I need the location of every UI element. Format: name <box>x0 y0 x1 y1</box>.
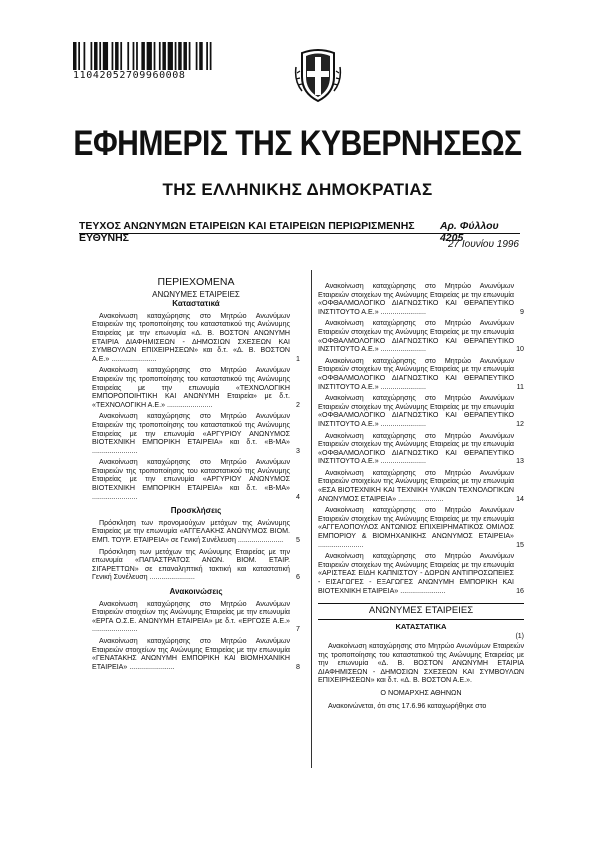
contents-entry: Ανακοίνωση καταχώρησης στο Μητρώο Ανωνύμων Εταιρειών της τροποποίησης του καταστατικού της Ανώνυμης Εταιρείας με την επωνυμία «ΑΡΓΥΡΙΟΥ ΑΝΩΝΥΜΟΣ ΒΙΟΤΕΧΝΙΚΗ ΕΜΠΟΡΙΚΗ ΕΤΑΙΡΕΙΑ» και δ.τ. «Β-ΜΑ» ....................... 4 <box>92 458 300 501</box>
barcode-bar <box>147 42 152 70</box>
barcode-bar <box>115 42 119 70</box>
right-column <box>318 282 524 713</box>
barcode-bar <box>159 42 161 70</box>
contents-entry: Ανακοίνωση καταχώρησης στο Μητρώο Ανωνύμων Εταιρειών στοιχείων της Ανώνυμης Εταιρείας με την επωνυμία «ΟΦΘΑΛΜΟΛΟΓΙΚΟ ΔΙΑΓΝΩΣΤΙΚΟ ΚΑΙ ΘΕΡΑΠΕΥΤΙΚΟ ΙΝΣΤΙΤΟΥΤΟ Α.Ε.» ....................... 12 <box>318 394 524 428</box>
subsection-heading: Ανακοινώσεις <box>169 587 223 596</box>
item-number: (1) <box>515 633 524 641</box>
sheet-number: Αρ. Φύλλου 4205 <box>439 220 499 244</box>
greek-coat-of-arms-icon <box>294 47 342 103</box>
barcode-bar <box>189 42 191 70</box>
contents-entry: Ανακοίνωση καταχώρησης στο Μητρώο Ανωνύμων Εταιρειών στοιχείων της Ανώνυμης Εταιρείας με την επωνυμία «ΓΕΝΑΤΑΚΗΣ ΑΝΩΝΥΜΗ ΕΜΠΟΡΙΚΗ ΚΑΙ ΒΙΟΜΗΧΑΝΙΚΗ ΕΤΑΙΡΕΙΑ» ....................... 8 <box>92 636 300 671</box>
contents-entry: Πρόσκληση των μετόχων της Ανώνυμης Εταιρείας με την επωνυμία «ΠΑΠΑΣΤΡΑΤΟΣ ΑΝΩΝ. ΒΙΟΜ. ΕΤΑΙΡ. ΣΙΓΑΡΕΤΤΩΝ» σε επαναληπτική τακτική και καταστατική Γενική Συνέλευση ....................... 6 <box>92 547 300 582</box>
entry-page: 1 <box>296 354 300 363</box>
contents-entry: Ανακοίνωση καταχώρησης στο Μητρώο Ανωνύμων Εταιρειών στοιχείων της Ανώνυμης Εταιρείας με την επωνυμία «ΟΦΘΑΛΜΟΛΟΓΙΚΟ ΔΙΑΓΝΩΣΤΙΚΟ ΚΑΙ ΘΕΡΑΠΕΥΤΙΚΟ ΙΝΣΤΙΤΟΥΤΟ Α.Ε.» ....................... 10 <box>318 319 524 354</box>
contents-entry: Ανακοίνωση καταχώρησης στο Μητρώο Ανωνύμων Εταιρειών στοιχείων της Ανώνυμης Εταιρείας με την επωνυμία «ΟΦΘΑΛΜΟΛΟΓΙΚΟ ΔΙΑΓΝΩΣΤΙΚΟ ΚΑΙ ΘΕΡΑΠΕΥΤΙΚΟ ΙΝΣΤΙΤΟΥΤΟ Α.Ε.» ....................... 11 <box>318 356 524 391</box>
contents-entry: Ανακοίνωση καταχώρησης στο Μητρώο Ανωνύμων Εταιρειών στοιχείων της Ανώνυμης Εταιρείας με την επωνυμία «ΕΣΑ ΒΙΟΤΕΧΝΙΚΗ ΚΑΙ ΤΕΧΝΙΚΗ ΥΛΙΚΩΝ ΤΕΧΝΟΛΟΓΙΚΩΝ ΑΝΩΝΥΜΟΣ ΕΤΑΙΡΕΙΑ» ....................... 14 <box>318 468 524 503</box>
contents-entry: Ανακοίνωση καταχώρησης στο Μητρώο Ανωνύμων Εταιρειών στοιχείων της Ανώνυμης Εταιρείας με την επωνυμία «ΑΓΓΕΛΟΠΟΥΛΟΣ ΑΝΤΩΝΙΟΣ ΕΠΙΧΕΙΡΗΜΑΤΙΚΟΣ ΟΜΙΛΟΣ ΕΜΠΟΡΙΟΥ & ΒΙΟΜΗΧΑΝΙΚΗΣ ΑΝΩΝΥΜΟΣ ΕΤΑΙΡΕΙΑ» ....................... 15 <box>318 506 524 549</box>
barcode-bar <box>78 42 80 70</box>
contents-entry: Πρόσκληση των προνομιούχων μετόχων της Ανώνυμης Εταιρείας με την επωνυμία «ΑΓΓΕΛΑΚΗΣ ΑΝΩΝΥΜΟΣ ΒΙΟΜ. ΕΜΠ. ΤΟΥΡ. ΕΤΑΙΡΕΙΑ» σε Γενική Συνέλευση ....................... 5 <box>92 518 300 545</box>
entry-page: 7 <box>296 625 300 634</box>
barcode-bar <box>103 42 108 70</box>
section-banner: ΑΝΩΝΥΜΕΣ ΕΤΑΙΡΕΙΕΣ <box>318 603 524 620</box>
prefect-heading: Ο ΝΟΜΑΡΧΗΣ ΑΘΗΝΩΝ <box>380 687 462 697</box>
body-paragraph: Ανακοινώνεται, ότι στις 17.6.96 καταχωρήθηκε στο <box>328 701 487 710</box>
barcode-bar <box>133 42 135 70</box>
barcode-bar <box>162 42 166 70</box>
column-divider <box>311 270 312 768</box>
contents-entry: Ανακοίνωση καταχώρησης στο Μητρώο Ανωνύμων Εταιρειών στοιχείων της Ανώνυμης Εταιρείας με την επωνυμία «ΕΡΓΑ Ο.Σ.Ε. ΑΝΩΝΥΜΗ ΕΤΑΙΡΕΙΑ» με δ.τ. «ΕΡΓΟΣΕ Α.Ε.» ....................... 7 <box>92 599 300 634</box>
contents-entry: Ανακοίνωση καταχώρησης στο Μητρώο Ανωνύμων Εταιρειών στοιχείων της Ανώνυμης Εταιρείας με την επωνυμία «ΟΦΘΑΛΜΟΛΟΓΙΚΟ ΔΙΑΓΝΩΣΤΙΚΟ ΚΑΙ ΘΕΡΑΠΕΥΤΙΚΟ ΙΝΣΤΙΤΟΥΤΟ Α.Ε.» ....................... 13 <box>318 431 524 466</box>
contents-entry: Ανακοίνωση καταχώρησης στο Μητρώο Ανωνύμων Εταιρειών στοιχείων της Ανώνυμης Εταιρείας με την επωνυμία «ΑΡΙΣΤΕΑΣ ΕΙΔΗ ΚΑΠΝΙΣΤΟΥ - ΔΩΡΩΝ ΑΝΤΙΠΡΟΣΩΠΕΙΕΣ - ΕΙΣΑΓΩΓΕΣ - ΕΞΑΓΩΓΕΣ ΑΝΩΝΥΜΗ ΕΜΠΟΡΙΚΗ ΚΑΙ ΒΙΟΤΕΧΝΙΚΗ ΕΤΑΙΡΕΙΑ» ....................... 16 <box>318 552 524 595</box>
barcode-bar <box>127 42 129 70</box>
contents-entry: Ανακοίνωση καταχώρησης στο Μητρώο Ανωνύμων Εταιρειών της τροποποίησης του καταστατικού της Ανώνυμης Εταιρείας με την επωνυμία «Δ. Β. ΒΟΣΤΟΝ ΑΝΩΝΥΜΗ ΕΤΑΙΡΙΑ ΔΙΑΦΗΜΙΣΕΩΝ - ΔΗΜΟΣΙΩΝ ΣΧΕΣΕΩΝ ΚΑΙ ΣΥΜΒΟΥΛΩΝ ΕΠΙΧΕΙΡΗΣΕΩΝ» και δ.τ. «Δ. Β. ΒΟΣΤΟΝ Α.Ε.» ....................... 1 <box>92 311 300 363</box>
entry-page: 10 <box>516 345 524 354</box>
entry-page: 8 <box>296 662 300 671</box>
entry-page: 6 <box>296 573 300 582</box>
header-rule <box>79 233 520 234</box>
contents-entry: Ανακοίνωση καταχώρησης στο Μητρώο Ανωνύμων Εταιρειών της τροποποίησης του καταστατικού της Ανώνυμης Εταιρείας με την επωνυμία «ΑΡΓΥΡΙΟΥ ΑΝΩΝΥΜΟΣ ΒΙΟΤΕΧΝΙΚΗ ΕΜΠΟΡΙΚΗ ΕΤΑΙΡΕΙΑ» και δ.τ. «Β-ΜΑ» ....................... 3 <box>92 412 300 455</box>
entry-page: 5 <box>296 536 300 545</box>
barcode <box>73 42 215 70</box>
entry-page: 4 <box>296 492 300 501</box>
page-subtitle: ΤΗΣ ΕΛΛΗΝΙΚΗΣ ΔΗΜΟΚΡΑΤΙΑΣ <box>162 180 433 199</box>
subsection-heading: Καταστατικά <box>172 299 220 309</box>
page-title: ΕΦΗΜΕΡΙΣ ΤΗΣ ΚΥΒΕΡΝΗΣΕΩΣ <box>73 124 522 163</box>
entry-page: 11 <box>516 382 524 391</box>
barcode-number: 11042052709960008 <box>73 70 186 81</box>
barcode-bar <box>183 42 187 70</box>
contents-entry: Ανακοίνωση καταχώρησης στο Μητρώο Ανωνύμων Εταιρειών στοιχείων της Ανώνυμης Εταιρείας με την επωνυμία «ΟΦΘΑΛΜΟΛΟΓΙΚΟ ΔΙΑΓΝΩΣΤΙΚΟ ΚΑΙ ΘΕΡΑΠΕΥΤΙΚΟ ΙΝΣΤΙΤΟΥΤΟ Α.Ε.» ....................... 9 <box>318 282 524 316</box>
issue-type: ΤΕΥΧΟΣ ΑΝΩΝΥΜΩΝ ΕΤΑΙΡΕΙΩΝ ΚΑΙ ΕΤΑΙΡΕΙΩΝ ΠΕΡΙΩΡΙΣΜΕΝΗΣ ΕΥΘΥΝΗΣ <box>79 220 415 244</box>
barcode-bar <box>154 42 156 70</box>
barcode-bar <box>99 42 101 70</box>
left-column <box>92 262 300 674</box>
barcode-bar <box>112 42 114 70</box>
barcode-bar <box>73 42 77 70</box>
barcode-bar <box>84 42 86 70</box>
contents-heading: ΠΕΡΙΕΧΟΜΕΝΑ <box>157 276 235 288</box>
issue-date: 27 Ιουνίου 1996 <box>447 239 519 250</box>
barcode-bar <box>91 42 93 70</box>
barcode-bar <box>175 42 177 70</box>
entry-page: 3 <box>296 446 300 455</box>
entry-page: 15 <box>516 540 524 549</box>
body-paragraph: Ανακοίνωση καταχώρησης στο Μητρώο Ανωνύμων Εταιρειών της τροποποίησης του καταστατικού της Ανώνυμης Εταιρείας με την επωνυμία «Δ. Β. ΒΟΣΤΟΝ ΑΝΩΝΥΜΗ ΕΤΑΙΡΙΑ ΔΙΑΦΗΜΙΣΕΩΝ - ΔΗΜΟΣΙΩΝ ΣΧΕΣΕΩΝ ΚΑΙ ΣΥΜΒΟΥΛΩΝ ΕΠΙΧΕΙΡΗΣΕΩΝ» και δ.τ. «Δ. Β. ΒΟΣΤΟΝ Α.Ε.». <box>318 641 524 685</box>
barcode-bar <box>206 42 208 70</box>
barcode-bar <box>199 42 203 70</box>
section-heading: ΑΝΩΝΥΜΕΣ ΕΤΑΙΡΕΙΕΣ <box>152 289 240 299</box>
entry-page: 14 <box>516 494 524 503</box>
barcode-bar <box>168 42 173 70</box>
barcode-bar <box>141 42 145 70</box>
barcode-bar <box>210 42 212 70</box>
barcode-bar <box>178 42 182 70</box>
subsection-heading: ΚΑΤΑΣΤΑΤΙΚΑ <box>395 621 447 631</box>
entry-page: 13 <box>516 457 524 466</box>
entry-page: 12 <box>516 419 524 428</box>
contents-entry: Ανακοίνωση καταχώρησης στο Μητρώο Ανωνύμων Εταιρειών της τροποποίησης του καταστατικού της Ανώνυμης Εταιρείας με την επωνυμία «ΤΕΧΝΟΛΟΓΙΚΗ ΕΜΠΟΡΟΠΟΙΗΤΙΚΗ ΚΑΙ ΑΝΩΝΥΜΗ Εταιρεία» με δ.τ. «ΤΕΧΝΟΛΟΓΙΚΗ Α.Ε.» ....................... 2 <box>92 366 300 409</box>
subsection-heading: Προσκλήσεις <box>170 506 222 516</box>
entry-page: 2 <box>296 400 300 409</box>
barcode-bar <box>196 42 198 70</box>
barcode-bar <box>136 42 138 70</box>
barcode-bar <box>94 42 98 70</box>
entry-page: 9 <box>520 307 524 316</box>
barcode-bar <box>120 42 122 70</box>
entry-page: 16 <box>516 586 524 595</box>
